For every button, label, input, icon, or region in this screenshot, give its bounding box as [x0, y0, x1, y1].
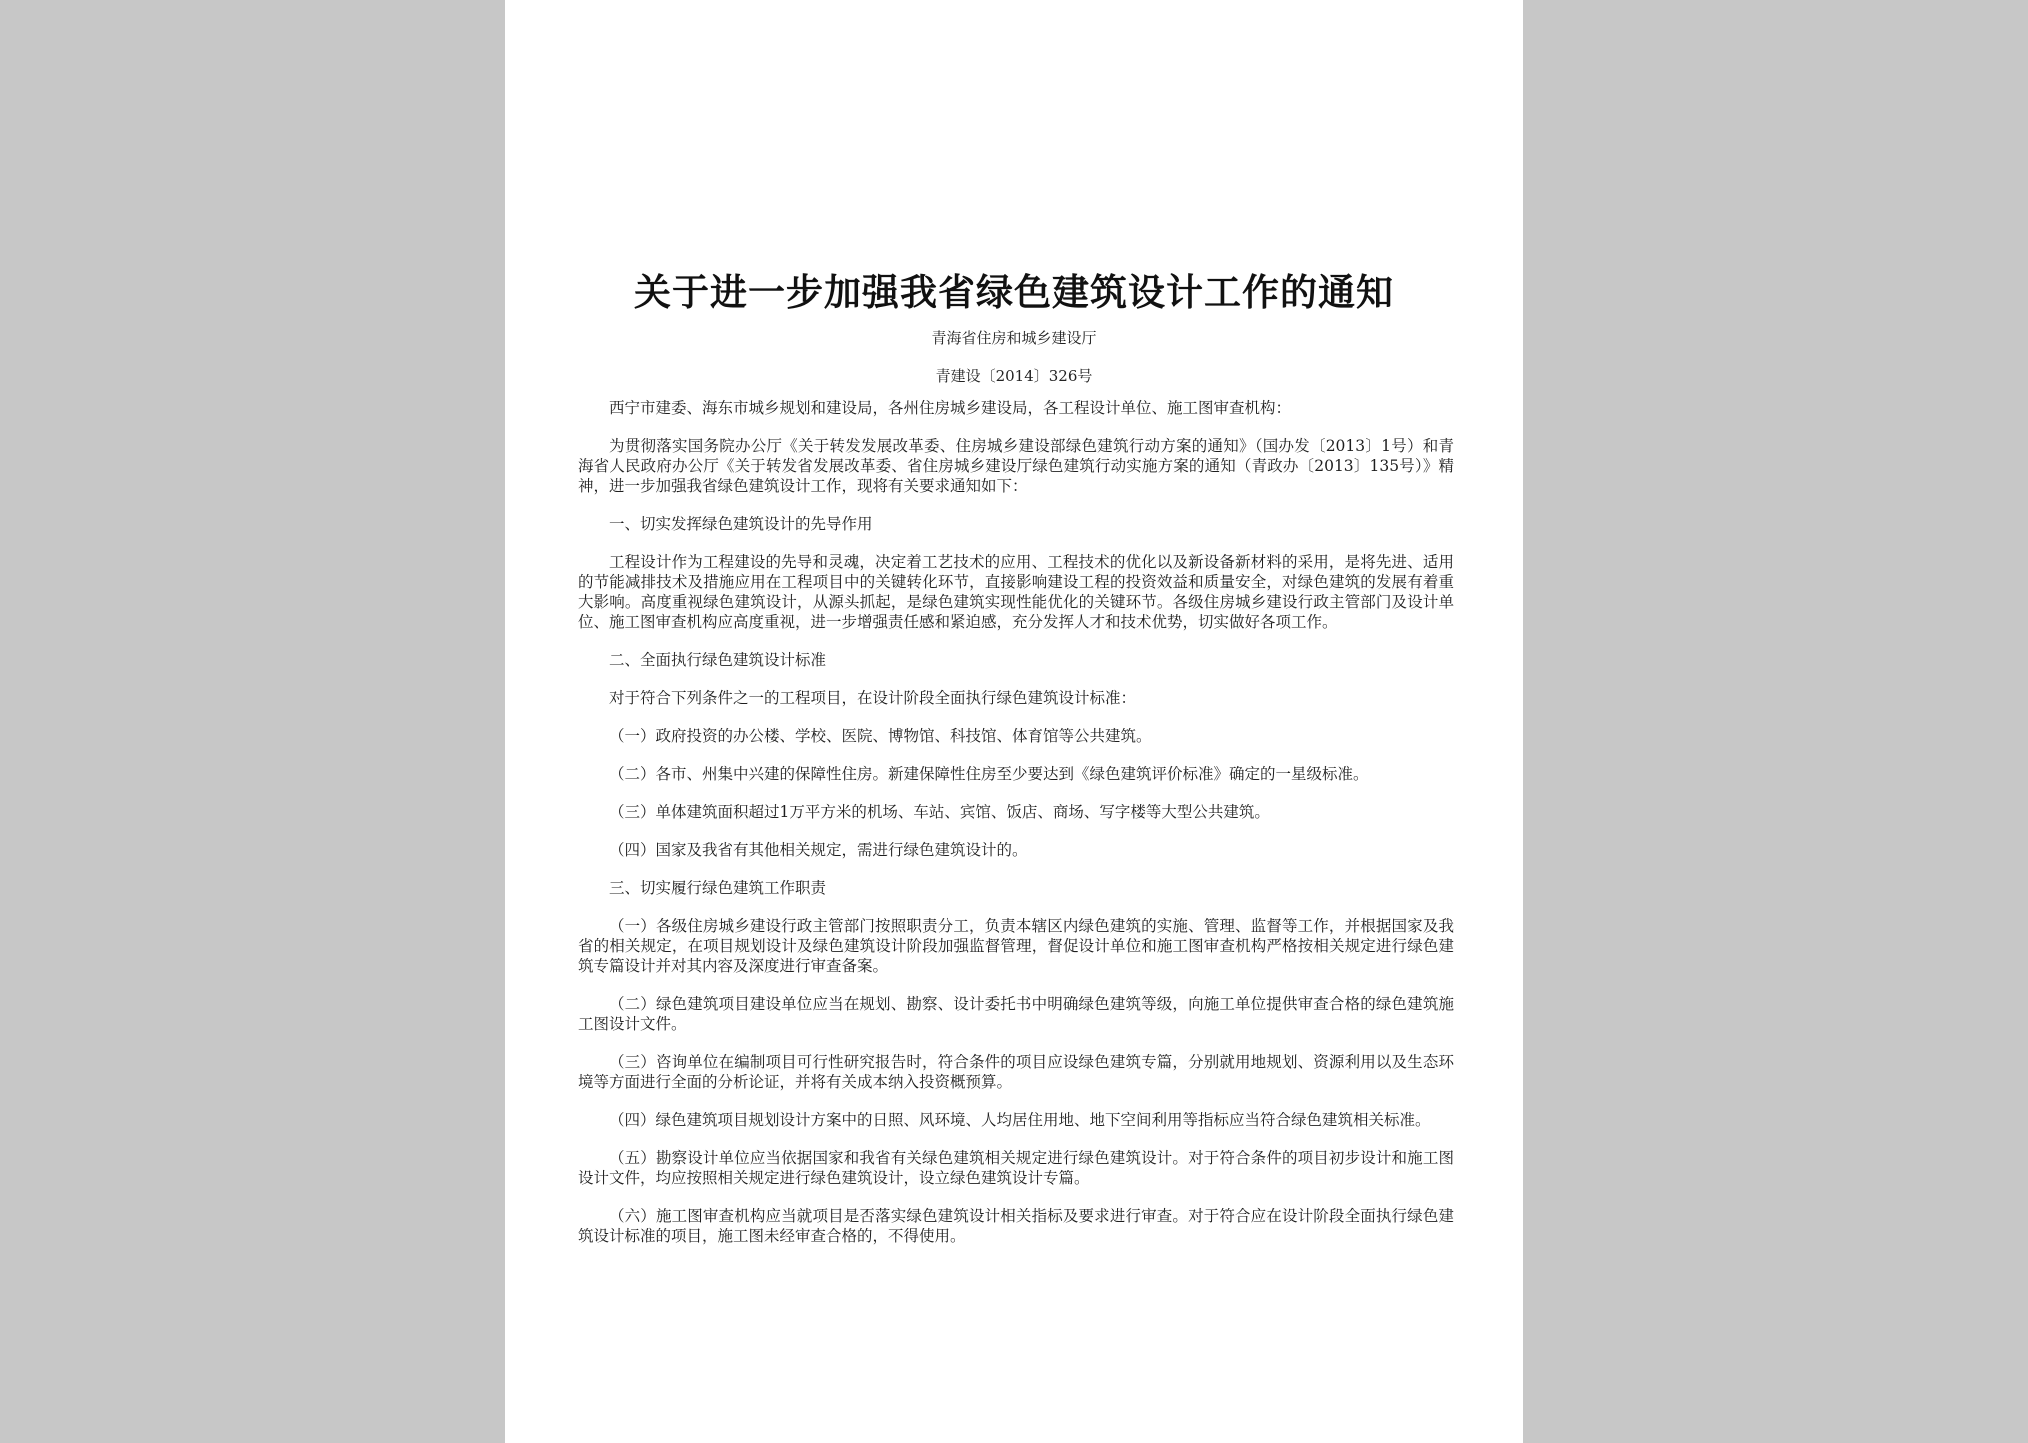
document-page: [505, 0, 1523, 1443]
paragraph: 对于符合下列条件之一的工程项目，在设计阶段全面执行绿色建筑设计标准：: [609, 689, 1137, 707]
document-number: 青建设〔2014〕326号: [935, 367, 1093, 385]
list-item: （六）施工图审查机构应当就项目是否落实绿色建筑设计相关指标及要求进行审查。对于符合应在设计阶段全面执行绿色建筑设计标准的项目，施工图未经审查合格的，不得使用。: [578, 1207, 1454, 1245]
paragraph: 为贯彻落实国务院办公厅《关于转发发展改革委、住房城乡建设部绿色建筑行动方案的通知》（国办发〔2013〕1号）和青海省人民政府办公厅《关于转发省发展改革委、省住房城乡建设厅绿色建筑行动实施方案的通知（青政办〔2013〕135号）》精神，进一步加强我省绿色建筑设计工作，现将有关要求通知如下：: [578, 437, 1454, 495]
list-item: （一）各级住房城乡建设行政主管部门按照职责分工，负责本辖区内绿色建筑的实施、管理、监督等工作，并根据国家及我省的相关规定，在项目规划设计及绿色建筑设计阶段加强监督管理，督促设计单位和施工图审查机构严格按相关规定进行绿色建筑专篇设计并对其内容及深度进行审查备案。: [578, 917, 1454, 975]
list-item: （五）勘察设计单位应当依据国家和我省有关绿色建筑相关规定进行绿色建筑设计。对于符合条件的项目初步设计和施工图设计文件，均应按照相关规定进行绿色建筑设计，设立绿色建筑设计专篇。: [578, 1149, 1454, 1187]
list-item: （四）绿色建筑项目规划设计方案中的日照、风环境、人均居住用地、地下空间利用等指标应当符合绿色建筑相关标准。: [609, 1111, 1431, 1129]
document-title: 关于进一步加强我省绿色建筑设计工作的通知: [634, 270, 1394, 314]
section-heading: 二、全面执行绿色建筑设计标准: [609, 651, 827, 669]
document-issuer: 青海省住房和城乡建设厅: [931, 329, 1097, 347]
list-item: （四）国家及我省有其他相关规定，需进行绿色建筑设计的。: [609, 841, 1028, 859]
list-item: （一）政府投资的办公楼、学校、医院、博物馆、科技馆、体育馆等公共建筑。: [609, 727, 1152, 745]
section-heading: 一、切实发挥绿色建筑设计的先导作用: [609, 515, 873, 533]
paragraph-salutation: 西宁市建委、海东市城乡规划和建设局，各州住房城乡建设局，各工程设计单位、施工图审查机构：: [609, 399, 1292, 417]
list-item: （二）绿色建筑项目建设单位应当在规划、勘察、设计委托书中明确绿色建筑等级，向施工单位提供审查合格的绿色建筑施工图设计文件。: [578, 995, 1454, 1033]
paragraph: 工程设计作为工程建设的先导和灵魂，决定着工艺技术的应用、工程技术的优化以及新设备新材料的采用，是将先进、适用的节能减排技术及措施应用在工程项目中的关键转化环节，直接影响建设工程的投资效益和质量安全，对绿色建筑的发展有着重大影响。高度重视绿色建筑设计，从源头抓起，是绿色建筑实现性能优化的关键环节。各级住房城乡建设行政主管部门及设计单位、施工图审查机构应高度重视，进一步增强责任感和紧迫感，充分发挥人才和技术优势，切实做好各项工作。: [578, 553, 1454, 631]
list-item: （三）单体建筑面积超过1万平方米的机场、车站、宾馆、饭店、商场、写字楼等大型公共建筑。: [609, 803, 1270, 821]
document-body: [578, 398, 1454, 1264]
list-item: （二）各市、州集中兴建的保障性住房。新建保障性住房至少要达到《绿色建筑评价标准》确定的一星级标准。: [609, 765, 1369, 783]
section-heading: 三、切实履行绿色建筑工作职责: [609, 879, 827, 897]
list-item: （三）咨询单位在编制项目可行性研究报告时，符合条件的项目应设绿色建筑专篇，分别就用地规划、资源利用以及生态环境等方面进行全面的分析论证，并将有关成本纳入投资概预算。: [578, 1053, 1454, 1091]
